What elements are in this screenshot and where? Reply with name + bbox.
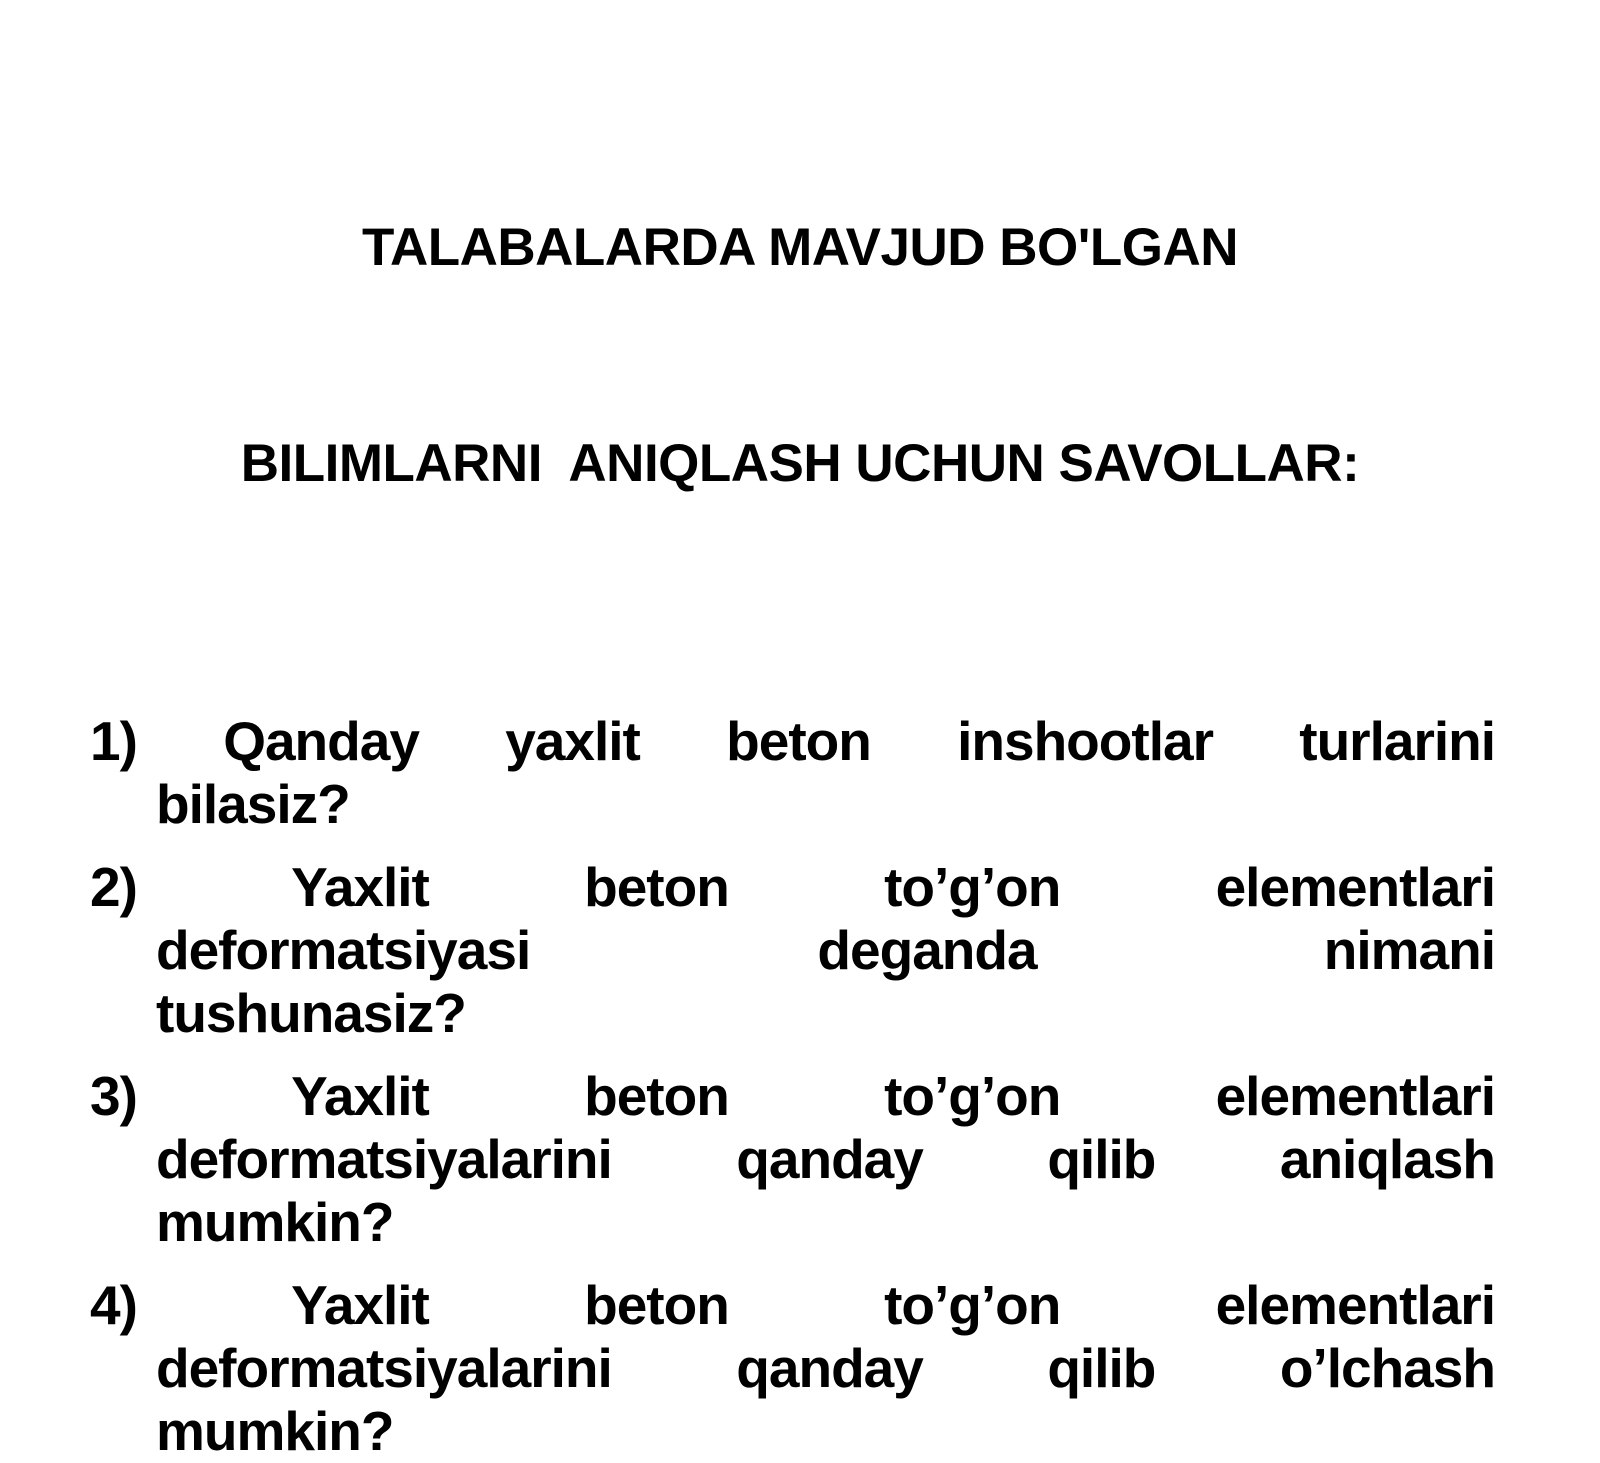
question-item-1 (90, 710, 1495, 836)
question-line: deformatsiyalarini qanday qilib o’lchash (156, 1337, 1495, 1399)
question-line: 4) Yaxlit beton to’g’on elementlari (90, 1274, 1495, 1336)
question-list (90, 710, 1495, 1463)
question-line: deformatsiyasi deganda nimani (156, 919, 1495, 981)
question-item-4 (90, 1274, 1495, 1463)
question-item-3 (90, 1065, 1495, 1254)
question-line: tushunasiz? (156, 982, 466, 1044)
question-line: 3) Yaxlit beton to’g’on elementlari (90, 1065, 1495, 1127)
question-item-2 (90, 856, 1495, 1045)
question-line: bilasiz? (156, 773, 350, 835)
slide-title-line-2: BILIMLARNI ANIQLASH UCHUN SAVOLLAR: (240, 434, 1360, 493)
slide-title (60, 68, 1540, 644)
slide-title-line-1: TALABALARDA MAVJUD BO'LGAN (362, 218, 1238, 277)
question-line: mumkin? (156, 1191, 394, 1253)
question-line: mumkin? (156, 1400, 394, 1462)
question-line: 1) Qanday yaxlit beton inshootlar turlarini (90, 710, 1495, 772)
question-line: deformatsiyalarini qanday qilib aniqlash (156, 1128, 1495, 1190)
slide (0, 68, 1600, 1462)
question-line: 2) Yaxlit beton to’g’on elementlari (90, 856, 1495, 918)
